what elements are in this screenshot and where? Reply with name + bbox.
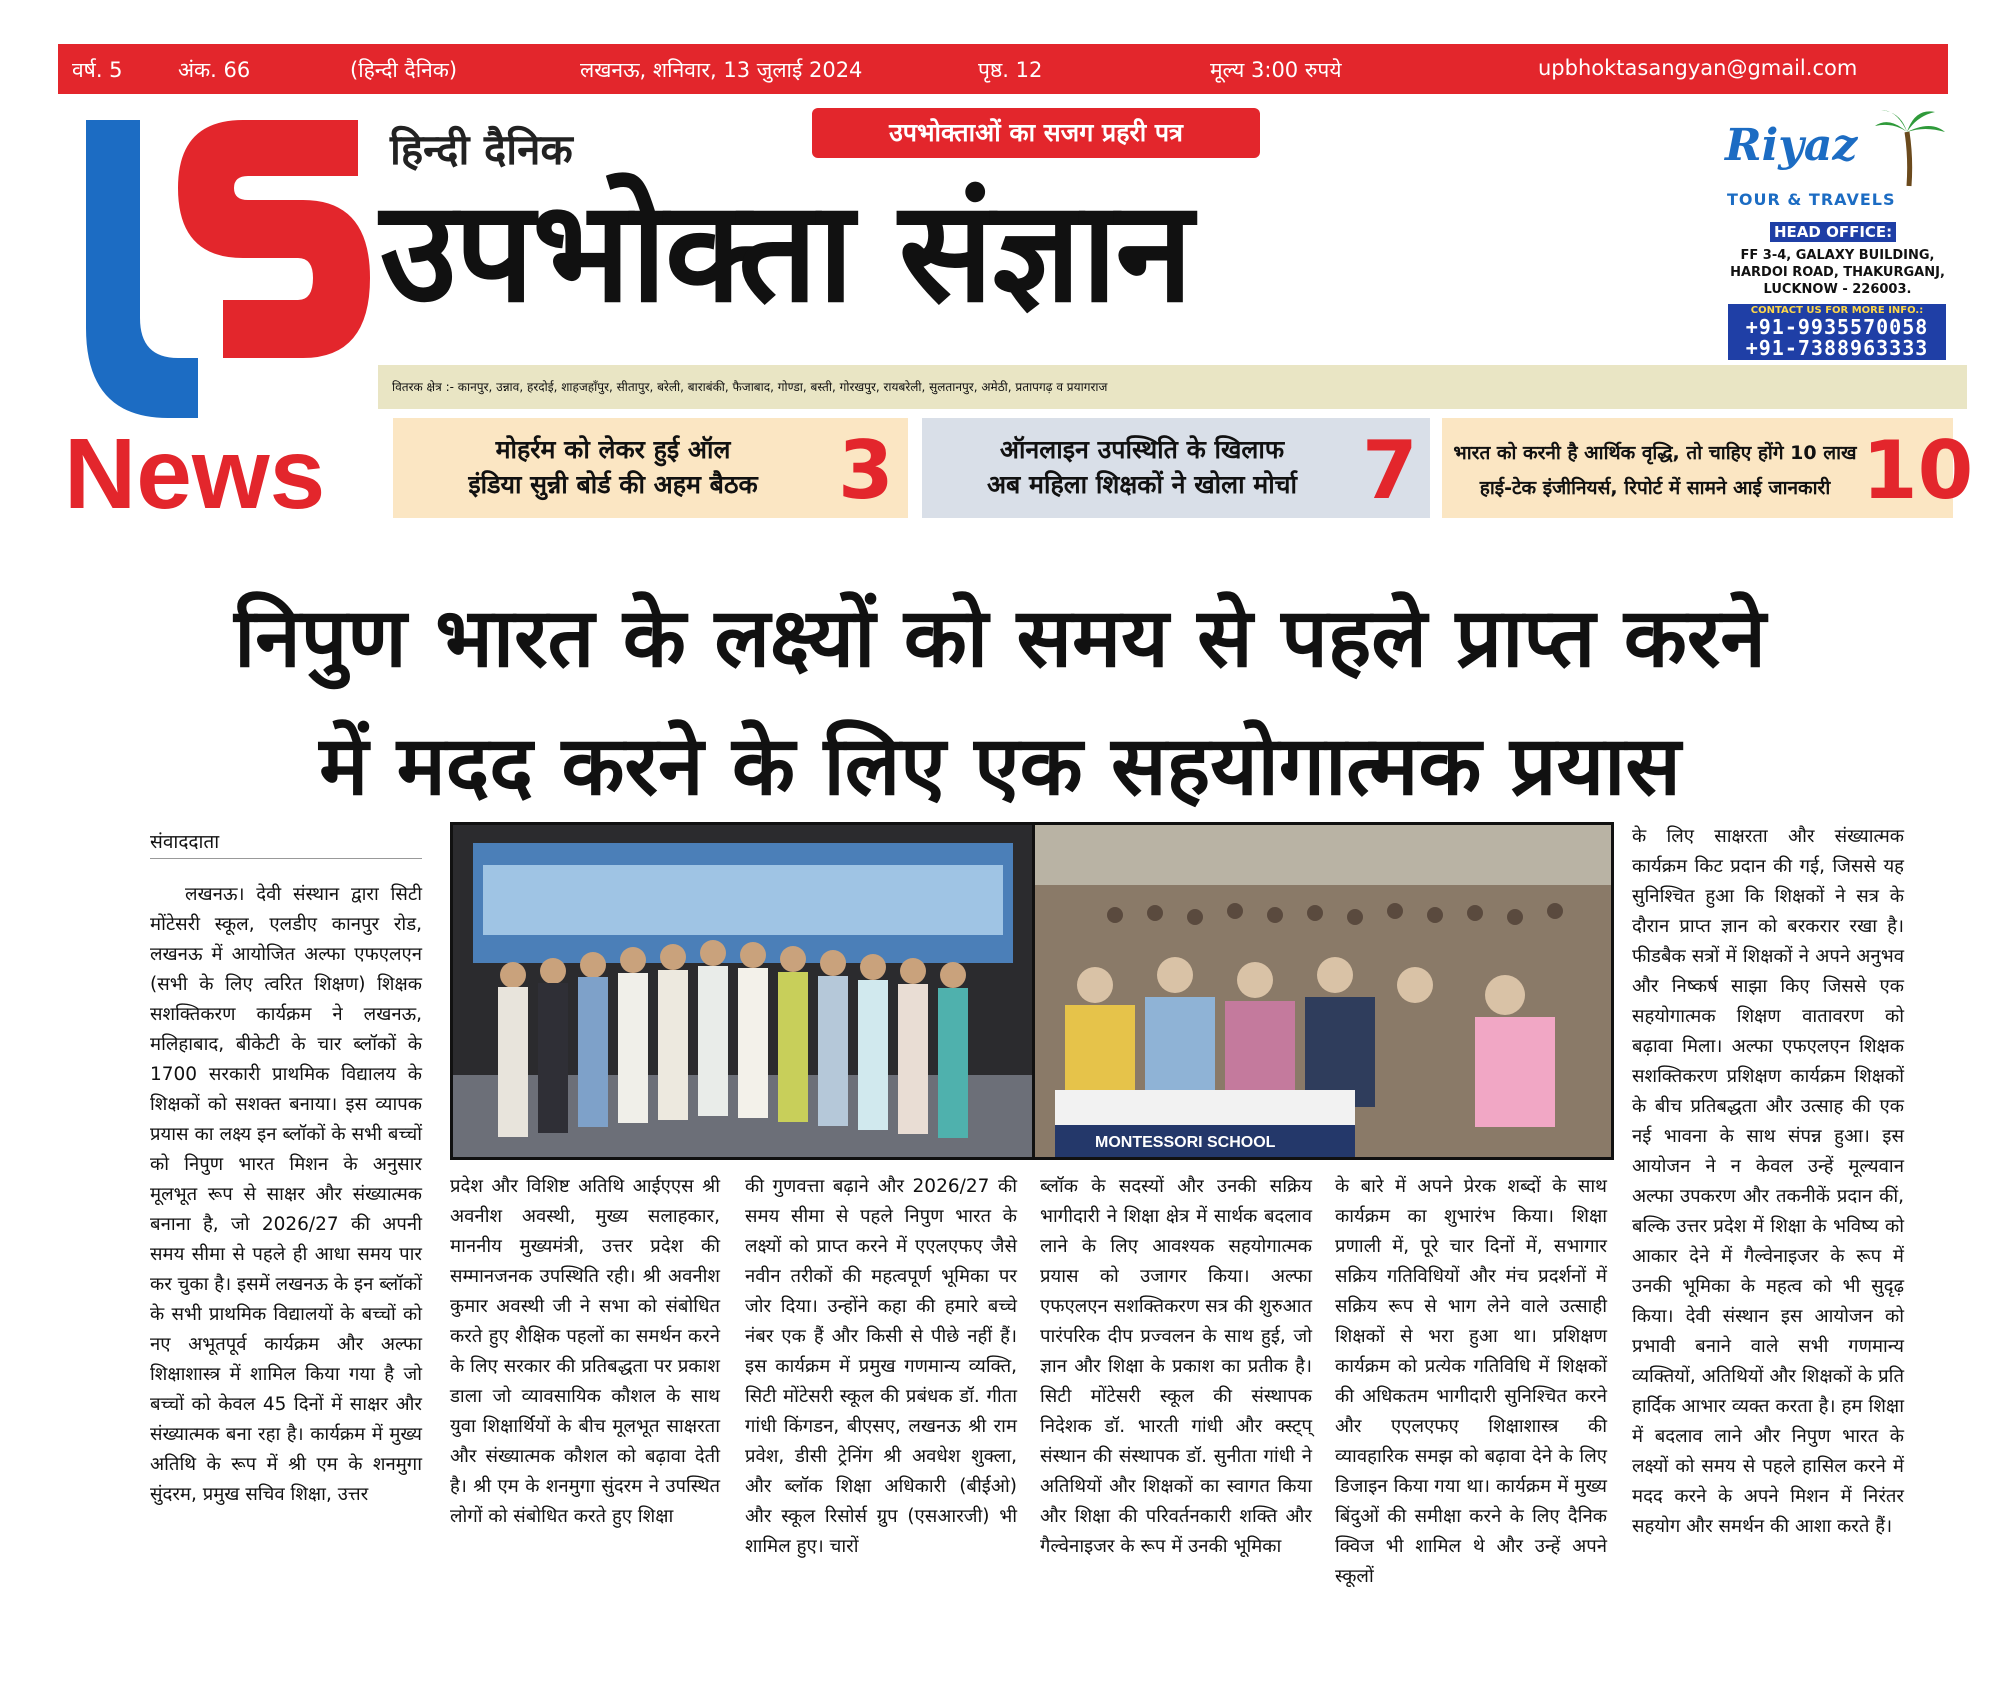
teaser-page-number: 10	[1862, 424, 1974, 517]
us-news-logo	[58, 118, 378, 518]
teachers-audience-photo	[1032, 822, 1614, 1160]
distribution-areas: वितरक क्षेत्र :- कानपुर, उन्नाव, हरदोई, शाहजहाँपुर, सीतापुर, बरेली, बाराबंकी, फैजाबाद, गोण्डा, बस्ती, गोरखपुर, रायबरेली, सुलतानपुर, अमेठी, प्रतापगढ़ व प्रयागराज	[378, 365, 1967, 409]
article-text: के लिए साक्षरता और संख्यात्मक कार्यक्रम किट प्रदान की गई, जिससे यह सुनिश्चित हुआ कि शिक्षकों ने सत्र के दौरान प्राप्त ज्ञान को बरकरार रखा है। फीडबैक सत्रों में शिक्षकों ने अपने अनुभव और निष्कर्ष साझा किए जिससे एक सहयोगात्मक शिक्षण वातावरण को बढ़ावा मिला। अल्फा एफएलएन शिक्षक सशक्तिकरण प्रशिक्षण कार्यक्रम शिक्षकों के बीच प्रतिबद्धता और उत्साह की एक नई भावना के साथ संपन्न हुआ। इस आयोजन ने न केवल उन्हें मूल्यवान अल्फा उपकरण और तकनीकें प्रदान कीं, बल्कि उत्तर प्रदेश में शिक्षा के भविष्य को आकार देने में गैल्वेनाइजर के रूप में उनकी भूमिका के महत्व को भी सुदृढ़ किया। देवी संस्थान इस आयोजन को प्रभावी बनाने वाले सभी गणमान्य व्यक्तियों, अतिथियों और शिक्षकों के प्रति हार्दिक आभार व्यक्त करता है। हम शिक्षा में बदलाव लाने और निपुण भारत के लक्ष्यों को समय से पहले हासिल करने में मदद करने के अपने मिशन में निरंतर सहयोग और समर्थन की आशा करते हैं।	[1632, 826, 1904, 1537]
price: मूल्य 3:00 रुपये	[1210, 58, 1342, 82]
issue-info-bar	[58, 44, 1948, 94]
issue-number: अंक. 66	[178, 58, 251, 82]
page-count: पृष्ठ. 12	[978, 58, 1043, 82]
logo-graphic	[58, 118, 378, 518]
article-column	[745, 1172, 1017, 1562]
volume-number: वर्ष. 5	[72, 58, 123, 82]
palm-tree-icon	[1875, 108, 1945, 188]
event-group-photo	[450, 822, 1036, 1160]
masthead-tagline: उपभोक्ताओं का सजग प्रहरी पत्र	[812, 108, 1260, 158]
newspaper-title: उपभोक्ता संज्ञान	[380, 171, 1192, 334]
ad-address-line: LUCKNOW - 226003.	[1763, 282, 1912, 297]
teaser-line: ऑनलाइन उपस्थिति के खिलाफ	[999, 435, 1285, 464]
headline-line: में मदद करने के लिए एक सहयोगात्मक प्रयास	[319, 719, 1681, 814]
byline-divider	[150, 858, 422, 859]
article-text: ब्लॉक के सदस्यों और उनकी सक्रिय भागीदारी ने शिक्षा क्षेत्र में सार्थक बदलाव लाने के लिए आवश्यक सहयोगात्मक प्रयास को उजागर किया। अल्फा एफएलएन सशक्तिकरण सत्र की शुरुआत पारंपरिक दीप प्रज्वलन के साथ हुई, जो ज्ञान और शिक्षा के प्रकाश का प्रतीक है। सिटी मोंटेसरी स्कूल की संस्थापक निदेशक डॉ. भारती गांधी और क्स्ट्प् संस्थान की संस्थापक डॉ. सुनीता गांधी ने अतिथियों और शिक्षकों का स्वागत किया और शिक्षा की परिवर्तनकारी शक्ति और गैल्वेनाइजर के रूप में उनकी भूमिका	[1040, 1176, 1312, 1557]
ad-contact-box	[1728, 304, 1946, 360]
teaser-line: भारत को करनी है आर्थिक वृद्धि, तो चाहिए होंगे 10 लाख	[1453, 442, 1857, 464]
teaser-line: अब महिला शिक्षकों ने खोला मोर्चा	[986, 470, 1298, 499]
ad-address-line: FF 3-4, GALAXY BUILDING,	[1740, 248, 1935, 263]
byline: संवाददाता	[150, 831, 220, 853]
ad-subtitle: TOUR & TRAVELS	[1727, 190, 1896, 209]
teaser-page-number: 7	[1362, 424, 1418, 517]
article-text: की गुणवत्ता बढ़ाने और 2026/27 की समय सीमा से पहले निपुण भारत के लक्ष्यों को प्राप्त करने में एएलएफए जैसे नवीन तरीकों की महत्वपूर्ण भूमिका पर जोर दिया। उन्होंने कहा की हमारे बच्चे नंबर एक हैं और किसी से पीछे नहीं हैं। इस कार्यक्रम में प्रमुख गणमान्य व्यक्ति, सिटी मोंटेसरी स्कूल की प्रबंधक डॉ. गीता गांधी किंगडन, बीएसए, लखनऊ श्री राम प्रवेश, डीसी ट्रेनिंग श्री अवधेश शुक्ला, और ब्लॉक शिक्षा अधिकारी (बीईओ) और स्कूल रिसोर्स ग्रुप (एसआरजी) भी शामिल हुए। चारों	[745, 1176, 1017, 1557]
headline-line: निपुण भारत के लक्ष्यों को समय से पहले प्राप्त करने	[234, 591, 1766, 686]
masthead-kicker: हिन्दी दैनिक	[390, 125, 573, 174]
ad-address-line: HARDOI ROAD, THAKURGANJ,	[1730, 265, 1945, 280]
teaser-page-number: 3	[838, 424, 894, 517]
dateline: लखनऊ, शनिवार, 13 जुलाई 2024	[580, 58, 863, 82]
riyaz-travels-ad	[1725, 108, 1950, 358]
teaser-box[interactable]	[922, 418, 1430, 518]
teaser-box[interactable]	[1442, 418, 1974, 518]
ad-brand: Riyaz	[1725, 120, 1858, 171]
article-column	[1040, 1172, 1312, 1562]
teaser-line: मोहर्रम को लेकर हुई ऑल	[495, 435, 731, 464]
article-column	[150, 880, 422, 1510]
ad-phone[interactable]: +91-9935570058	[1745, 315, 1929, 339]
teaser-box[interactable]	[393, 418, 908, 518]
article-text: के बारे में अपने प्रेरक शब्दों के साथ कार्यक्रम का शुभारंभ किया। शिक्षा प्रणाली में, पूरे चार दिनों में, सभागार सक्रिय गतिविधियों और मंच प्रदर्शनों में सक्रिय रूप से भाग लेने वाले उत्साही शिक्षकों से भरा हुआ था। प्रशिक्षण कार्यक्रम को प्रत्येक गतिविधि में शिक्षकों की अधिकतम भागीदारी सुनिश्चित करने और एएलएफए शिक्षाशास्त्र की व्यावहारिक समझ को बढ़ावा देने के लिए डिजाइन किया गया था। कार्यक्रम में मुख्य बिंदुओं की समीक्षा करने के लिए दैनिक क्विज भी शामिल थे और उन्हें अपने स्कूलों	[1335, 1176, 1607, 1587]
main-headline	[120, 575, 1880, 831]
teaser-line: इंडिया सुन्नी बोर्ड की अहम बैठक	[468, 470, 758, 499]
article-column	[450, 1172, 720, 1532]
article-column	[1335, 1172, 1607, 1592]
contact-email[interactable]: upbhoktasangyan@gmail.com	[1538, 56, 1858, 80]
ad-contact-label: CONTACT US FOR MORE INFO.:	[1750, 305, 1924, 316]
paper-type: (हिन्दी दैनिक)	[350, 58, 458, 82]
logo-word: News	[64, 418, 326, 518]
teaser-line: हाई-टेक इंजीनियर्स, रिपोर्ट में सामने आई जानकारी	[1479, 477, 1831, 499]
ad-phone[interactable]: +91-7388963333	[1745, 336, 1929, 360]
article-column	[1632, 822, 1904, 1542]
ad-head-office: HEAD OFFICE:	[1770, 222, 1896, 242]
article-text: प्रदेश और विशिष्ट अतिथि आईएएस श्री अवनीश अवस्थी, मुख्य सलाहकार, माननीय मुख्यमंत्री, उत्तर प्रदेश की सम्मानजनक उपस्थिति रही। श्री अवनीश कुमार अवस्थी जी ने सभा को संबोधित करते हुए शैक्षिक पहलों का समर्थन करने के लिए सरकार की प्रतिबद्धता पर प्रकाश डाला जो व्यावसायिक कौशल के साथ युवा शिक्षार्थियों के बीच मूलभूत साक्षरता और संख्यात्मक कौशल को बढ़ावा देती है। श्री एम के शनमुगा सुंदरम ने उपस्थित लोगों को संबोधित करते हुए शिक्षा	[450, 1176, 720, 1527]
article-text: लखनऊ। देवी संस्थान द्वारा सिटी मोंटेसरी स्कूल, एलडीए कानपुर रोड, लखनऊ में आयोजित अल्फा एफएलएन (सभी के लिए त्वरित शिक्षण) शिक्षक सशक्तिकरण कार्यक्रम ने लखनऊ, मलिहाबाद, बीकेटी के चार ब्लॉकों के 1700 सरकारी प्राथमिक विद्यालय के शिक्षकों को सशक्त बनाया। इस व्यापक प्रयास का लक्ष्य इन ब्लॉकों के सभी बच्चों को निपुण भारत मिशन के अनुसार मूलभूत रूप से साक्षर और संख्यात्मक बनाना है, जो 2026/27 की अपनी समय सीमा से पहले ही आधा समय पार कर चुका है। इसमें लखनऊ के इन ब्लॉकों के सभी प्राथमिक विद्यालयों के बच्चों को नए अभूतपूर्व कार्यक्रम और अल्फा शिक्षाशास्त्र में शामिल किया गया है जो बच्चों को केवल 45 दिनों में साक्षर और संख्यात्मक बना रहा है। कार्यक्रम में मुख्य अतिथि के रूप में श्री एम के शनमुगा सुंदरम, प्रमुख सचिव शिक्षा, उत्तर	[150, 884, 422, 1505]
school-banner: MONTESSORI SCHOOL	[1095, 1134, 1276, 1151]
